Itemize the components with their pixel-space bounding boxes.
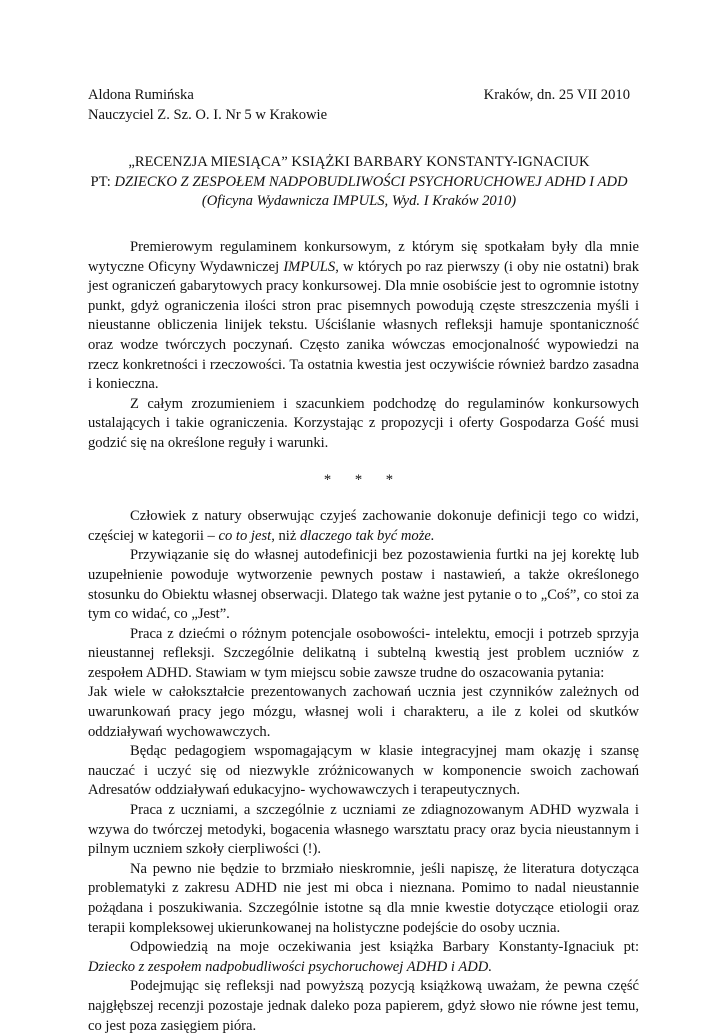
book-title: DZIECKO Z ZESPOŁEM NADPOBUDLIWOŚCI PSYCHORUCHOWEJ ADHD I ADD — [114, 173, 628, 190]
emphasis: co to jest — [218, 527, 272, 544]
paragraph — [88, 507, 639, 546]
letter-header — [88, 86, 630, 125]
book-title-reference: Dziecko z zespołem nadpobudliwości psychoruchowej ADHD i ADD. — [88, 958, 492, 975]
paragraph — [88, 938, 639, 977]
title-line-1: „RECENZJA MIESIĄCA” KSIĄŻKI BARBARY KONSTANTY-IGNACIUK — [128, 154, 590, 170]
paragraph: Będąc pedagogiem wspomagającym w klasie integracyjnej mam okazję i szansę nauczać i uczyć się od niezwykle zróżnicowanych w komponencie swoich zachowań Adresatów oddziaływań edukacyjno- wychowawczych i terapeutycznych. — [88, 743, 639, 799]
paragraph: Praca z dziećmi o różnym potencjale osobowości- intelektu, emocji i potrzeb sprzyja nieustannej refleksji. Szczególnie delikatną i subtelną kwestią jest problem uczniów z zespołem ADHD. Stawiam w tym miejscu sobie zawsze trudne do oszacowania pytania: — [88, 625, 639, 681]
paragraph-text: Człowiek z natury obserwując czyjeś zachowanie dokonuje definicji tego co widzi, częściej w kategorii – — [88, 508, 639, 544]
paragraph: Jak wiele w całokształcie prezentowanych zachowań ucznia jest czynników zależnych od uwarunkowań pracy jego mózgu, własnej woli i charakteru, a ile z kolei od skutków oddziaływań wychowawczych. — [88, 684, 639, 740]
review-title — [88, 153, 630, 212]
section-divider: * * * — [323, 471, 404, 488]
title-line-3 — [88, 192, 630, 212]
publisher-info: (Oficyna Wydawnicza IMPULS, Wyd. I Kraków 2010) — [201, 193, 517, 210]
paragraph: Przywiązanie się do własnej autodefinicji bez pozostawienia furtki na jej korektę lub uzupełnienie powoduje wytworzenie pewnych postaw i nastawień, a także określonego stosunku do Obiektu własnej obserwacji. Dlatego tak ważne jest pytanie o to „Coś”, co stoi za tym co widać, co „Jest”. — [88, 547, 639, 623]
paragraph — [88, 238, 639, 395]
paragraph: Na pewno nie będzie to brzmiało nieskromnie, jeśli napiszę, że literatura dotycząca problematyki z zakresu ADHD nie jest mi obca i nieznana. Pomimo to nadal nieustannie pożądana i poszukiwania. Szczególnie istotne są dla mnie kwestie dotyczące etiologii oraz terapii kompleksowej ukierunkowanej na holistyczne podejście do osoby ucznia. — [88, 860, 639, 936]
paragraph-text: Odpowiedzią na moje oczekiwania jest książka Barbary Konstanty-Ignaciuk pt: — [130, 939, 639, 956]
paragraph: Z całym zrozumieniem i szacunkiem podchodzę do regulaminów konkursowych ustalających i takie ograniczenia. Korzystając z propozycji i oferty Gospodarza Gość musi godzić się na określone reguły i warunki. — [88, 395, 639, 451]
author-affiliation: Nauczyciel Z. Sz. O. I. Nr 5 w Krakowie — [88, 106, 328, 123]
place-date: Kraków, dn. 25 VII 2010 — [483, 87, 630, 103]
paragraph: Praca z uczniami, a szczególnie z uczniami ze zdiagnozowanym ADHD wyzwala i wzywa do twórczej metodyki, bogacenia własnego warsztatu pracy oraz bycia nieustannym i pilnym uczniem szkoły cierpliwości (!). — [88, 802, 639, 858]
body-text — [88, 238, 639, 1036]
paragraph: Podejmując się refleksji nad powyższą pozycją książkową uważam, że pewna część najgłębszej recenzji pozostaje jednak daleko poza papierem, gdyż słowo nie równe jest temu, co jest poza zasięgiem pióra. — [88, 978, 639, 1034]
paragraph-text: Premierowym regulaminem konkursowym, z którym się spotkałam były dla mnie wytyczne Oficyny Wydawniczej — [88, 239, 639, 275]
emphasis: dlaczego tak być może. — [299, 527, 435, 544]
publisher-name: IMPULS — [283, 258, 336, 275]
author-name: Aldona Rumińska — [88, 87, 194, 103]
title-line-2-prefix: PT: — [90, 173, 115, 190]
paragraph-text: , w których po raz pierwszy (i oby nie ostatni) brak jest ograniczeń gabarytowych pracy konkursowej. Dla mnie osobiście jest to ogromnie istotny punkt, gdyż ograniczenia ilości stron prac pisemnych powodują częste streszczenia myśli i nieustanne obliczenia linijek tekstu. Uściślanie własnych refleksji hamuje spontaniczność oraz wodze twórczych poczynań. Często zanika wówczas emocjonalność wypowiedzi na rzecz konkretności i rzeczowości. Ta ostatnia kwestia jest oczywiście również bardzo zasadna i konieczna. — [88, 258, 639, 393]
title-line-2 — [88, 173, 630, 193]
paragraph-text: , niż — [271, 527, 300, 544]
